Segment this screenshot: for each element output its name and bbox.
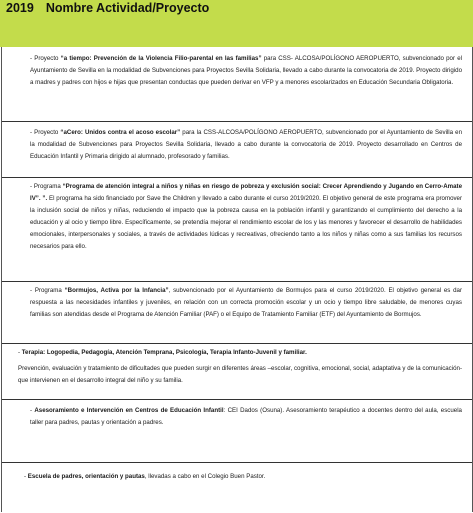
project-title: Terapia: Logopedia, Pedagogía, Atención Temprana, Psicología, Terapia Infanto-Juvenil y familiar.	[21, 349, 307, 356]
table-row	[2, 53, 472, 89]
row-text: - Programa “Bormujos, Activa por la Infancia”, subvencionado por el Ayuntamiento de Bormujos para el curso 2019/2020. El objetivo general es dar respuesta a las necesidades infantiles y juveniles, en relación con un correcta promoción escolar y un ocio y tiempo libre saludable, de menores cuyas familias son atendidas desde el Programa de Atención Familiar (PAF) o el Equipo de Tratamiento Familiar (ETF) del Ayuntamiento de Bormujos.	[30, 287, 463, 318]
row-text: - Escuela de padres, orientación y pautas, llevadas a cabo en el Colegio Buen Pastor.	[24, 473, 266, 480]
row-divider	[2, 177, 472, 178]
row-text: - Terapia: Logopedia, Pedagogía, Atención Temprana, Psicología, Terapia Infanto-Juvenil y familiar.	[18, 349, 307, 356]
row-detail-text: Prevención, evaluación y tratamiento de dificultades que pueden surgir en diferentes áreas –escolar, cognitiva, emocional, social, adaptativa y de la comunicación- que intervienen en el desarrollo integral del niño y su familia.	[18, 365, 462, 384]
row-divider	[2, 281, 472, 282]
header-title	[6, 1, 209, 15]
project-title: “aCero: Unidos contra el acoso escolar”	[60, 129, 181, 136]
table-row	[2, 347, 472, 387]
table-row	[2, 127, 472, 163]
project-title: “Bormujos, Activa por la Infancia”	[64, 287, 169, 294]
table-row	[2, 405, 472, 429]
row-text: - Asesoramiento e Intervención en Centros de Educación Infantil: CEI Dados (Osuna). Asesoramiento terapéutico a docentes dentro del aula, escuela taller para padres, pautas y orientación a padres.	[30, 407, 462, 426]
table-header	[0, 0, 473, 47]
header-year: 2019	[6, 1, 34, 15]
header-column-title: Nombre Actividad/Proyecto	[45, 1, 210, 15]
project-title: Asesoramiento e Intervención en Centros de Educación Infantil	[34, 407, 224, 414]
project-title: “a tiempo: Prevención de la Violencia Filio-parental en las familias”	[60, 55, 262, 62]
table-row	[2, 181, 472, 253]
row-divider	[2, 121, 472, 122]
row-divider	[2, 462, 472, 463]
row-text: - Proyecto “a tiempo: Prevención de la Violencia Filio-parental en las familias” para CSS- ALCOSA/POLÍGONO AEROPUERTO, subvencionado por el Ayuntamiento de Sevilla en la modalidad de Subvenciones para Proyectos Sevilla Solidaria, llevado a cabo durante la convocatoria de 2019. Proyecto dirigido a madres y padres con hijos e hijas que presentan conductas que pueden derivar en VFP y a menores escolarizados en Educación Secundaria Obligatoria.	[30, 55, 462, 86]
row-divider	[2, 399, 472, 400]
table-row	[2, 285, 472, 321]
row-text: - Programa “Programa de atención integral a niños y niñas en riesgo de pobreza y exclusión social: Crecer Aprendiendo y Jugando en Cerro-Amate IV”. ”. El programa ha sido financiado por Save the Children y llevado a cabo durante el curso 2019/2020. El objetivo general de este programa era promover la inclusión social de niños y niñas, reduciendo el impacto que la pobreza causa en la población infantil y garantizando el cumplimiento del derecho a la educación y al ocio y tiempo libre. Específicamente, se pretendía mejorar el rendimiento escolar de los y las menores y favorecer el desarrollo de habilidades emocionales, interpersonales y sociales, a través de actividades lúdicas y recreativas, ofreciendo tanto a los niños y niñas como a sus familias los recursos necesarios para ello.	[30, 183, 463, 250]
project-title: “Programa de atención integral a niños y niñas en riesgo de pobreza y exclusión social: Crecer Aprendiendo y Jugando en Cerro-Amate IV”. ”.	[30, 183, 462, 202]
project-title: Escuela de padres, orientación y pautas	[27, 473, 145, 480]
row-divider	[2, 343, 472, 344]
row-text: - Proyecto “aCero: Unidos contra el acoso escolar” para la CSS-ALCOSA/POLÍGONO AEROPUERTO, subvencionado por el Ayuntamiento de Sevilla en la modalidad de Subvenciones para Proyectos Sevilla Solidaria, llevado a cabo durante la convocatoria de 2019. Proyecto desarrollado en Centros de Educación Infantil y Primaria dirigido al alumnado, profesorado y familias.	[30, 129, 462, 160]
activities-table	[1, 47, 473, 512]
table-row	[2, 471, 472, 483]
